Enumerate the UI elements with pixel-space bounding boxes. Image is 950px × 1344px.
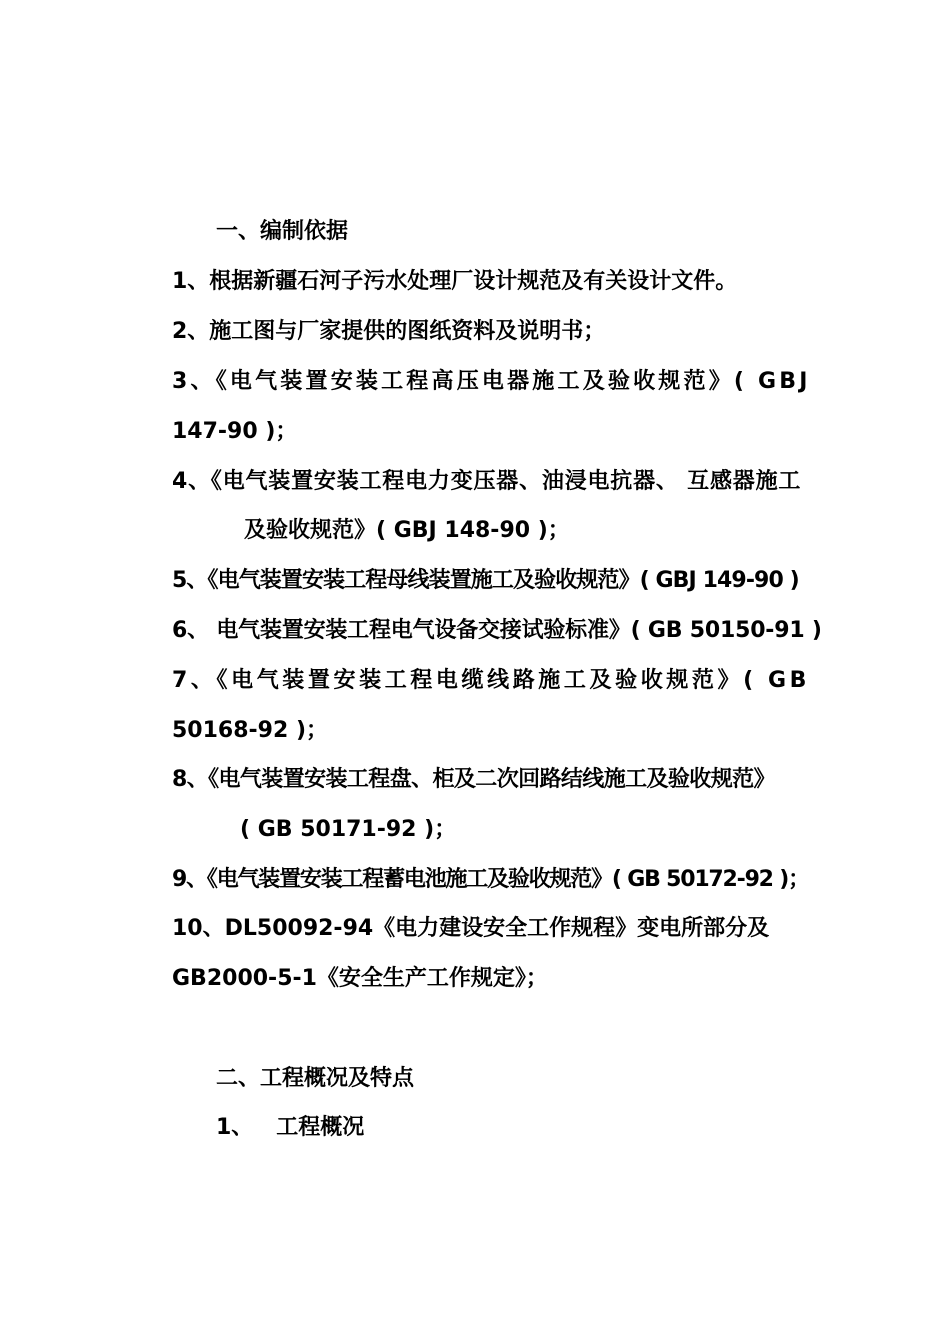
basis-item-7: 7、《电气装置安装工程电缆线路施工及验收规范》( GB [172,668,811,693]
basis-item-2: 2、施工图与厂家提供的图纸资料及说明书； [172,319,606,344]
section-heading-basis: 一、编制依据 [216,219,349,244]
basis-item-5: 5、《电气装置安装工程母线装置施工及验收规范》( GBJ 149-90 ) [172,568,799,593]
section-heading-overview: 二、工程概况及特点 [216,1066,415,1091]
basis-item-7-cont: 50168-92 )； [172,718,328,743]
basis-item-10-cont: GB2000-5-1《安全生产工作规定》； [172,966,548,991]
basis-item-3: 3、《电气装置安装工程高压电器施工及验收规范》( GBJ [172,369,811,394]
subsection-heading-overview: 1、 工程概况 [216,1115,365,1140]
basis-item-6: 6、 电气装置安装工程电气设备交接试验标准》( GB 50150-91 ) [172,618,822,643]
basis-item-10: 10、DL50092-94《电力建设安全工作规程》变电所部分及 [172,916,770,941]
basis-item-9: 9、《电气装置安装工程蓄电池施工及验收规范》( GB 50172-92 )； [172,867,809,892]
basis-item-4: 4、《电气装置安装工程电力变压器、油浸电抗器、 互感器施工 [172,469,802,494]
basis-item-3-cont: 147-90 )； [172,419,298,444]
basis-item-8-cont: ( GB 50171-92 )； [240,817,457,842]
basis-item-4-cont: 及验收规范》( GBJ 148-90 )； [244,518,570,543]
basis-item-1: 1、根据新疆石河子污水处理厂设计规范及有关设计文件。 [172,269,738,294]
basis-item-8: 8、《电气装置安装工程盘、柜及二次回路结线施工及验收规范》 [172,767,775,792]
